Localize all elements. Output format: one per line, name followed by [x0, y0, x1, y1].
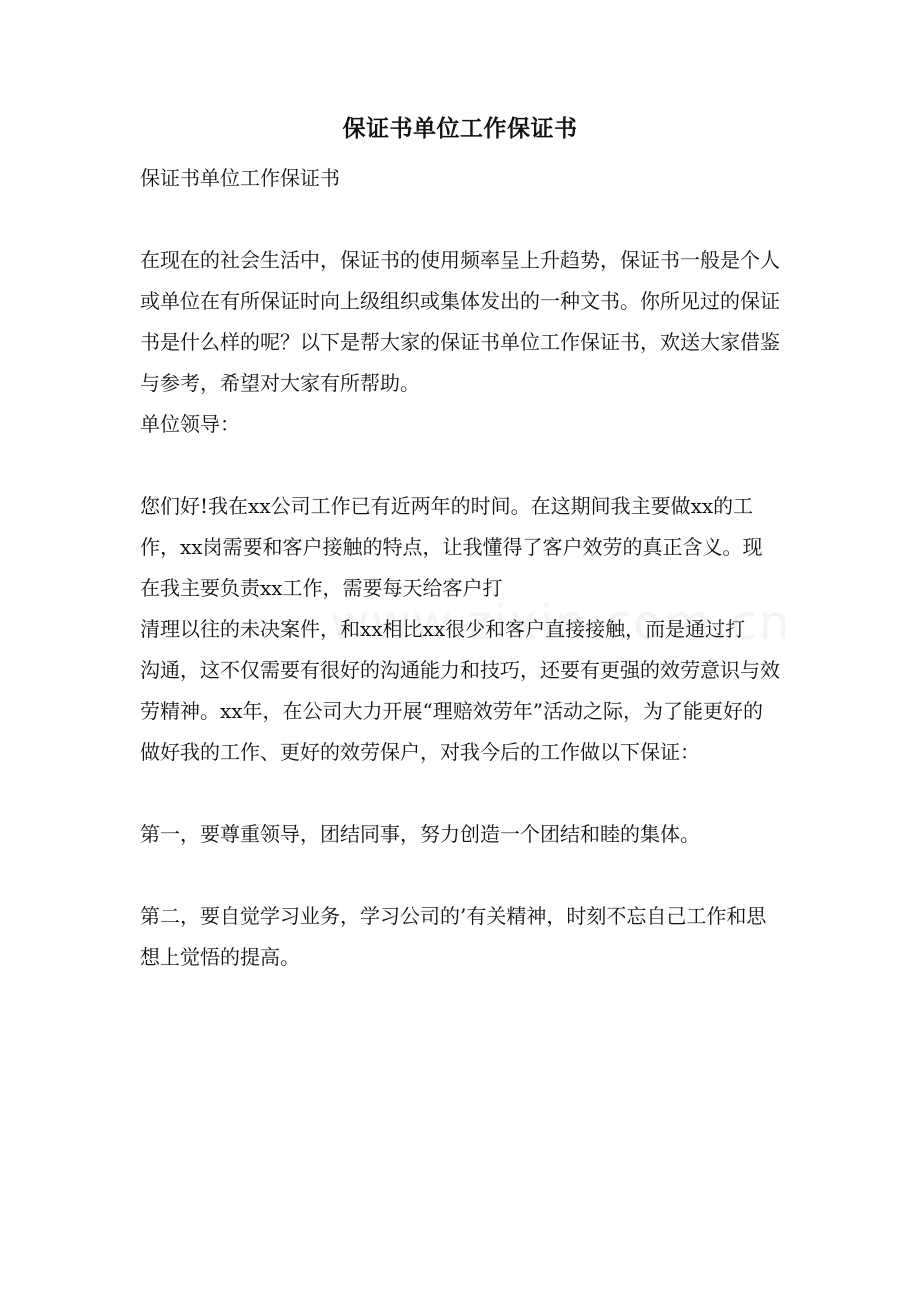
body-paragraph-2: 清理以往的未决案件，和xx相比xx很少和客户直接接触，而是通过打 [140, 617, 746, 641]
paragraph-gap [140, 199, 780, 240]
document-subtitle: 保证书单位工作保证书 [140, 166, 340, 190]
intro-paragraph: 在现在的社会生活中，保证书的使用频率呈上升趋势，保证书一般是个人或单位在有所保证时向上级组织或集体发出的一种文书。你所见过的保证书是什么样的呢？以下是帮大家的保证书单位工作保证书，欢送大家借鉴与参考，希望对大家有所帮助。 [140, 248, 780, 395]
salutation: 单位领导： [140, 412, 240, 436]
pledge-item-1: 第一，要尊重领导，团结同事，努力创造一个团结和睦的集体。 [140, 822, 700, 846]
paragraph-gap [140, 773, 780, 814]
pledge-item-2: 第二，要自觉学习业务，学习公司的’有关精神，时刻不忘自己工作和思想上觉悟的提高。 [140, 904, 767, 969]
body-paragraph-3: 沟通，这不仅需要有很好的沟通能力和技巧，还要有更强的效劳意识与效劳精神。xx年，在公司大力开展“理赔效劳年”活动之际，为了能更好的做好我的工作、更好的效劳保户，对我今后的工作做以下保证： [140, 658, 780, 764]
document-title: 保证书单位工作保证书 [342, 115, 578, 142]
document-body [140, 158, 780, 978]
paragraph-gap [140, 445, 780, 486]
paragraph-gap [140, 855, 780, 896]
body-paragraph-1: 您们好!我在xx公司工作已有近两年的时间。在这期间我主要做xx的工作，xx岗需要和客户接触的特点，让我懂得了客户效劳的真正含义。现在我主要负责xx工作，需要每天给客户打 [140, 494, 763, 600]
